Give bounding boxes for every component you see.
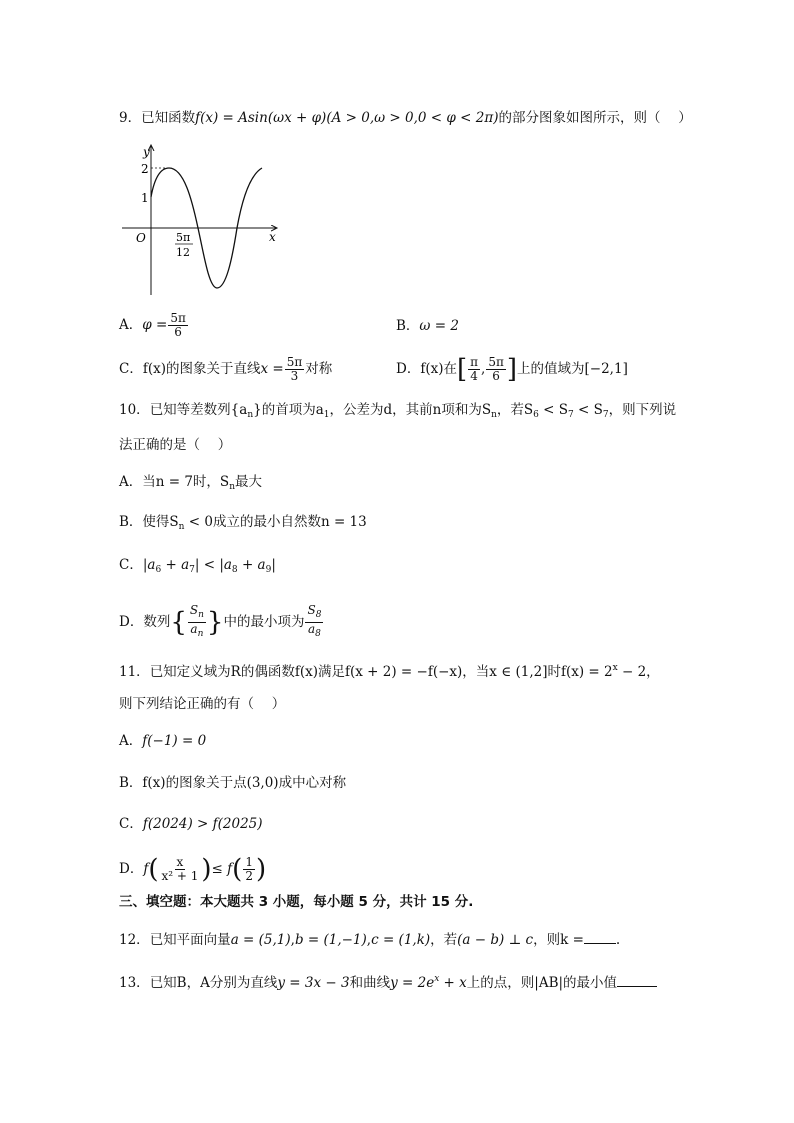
x-axis-label: x (269, 230, 276, 244)
q11-opt-d-mid: ≤ f (211, 861, 233, 877)
q13-stem (119, 969, 657, 993)
q12-cond: (a − b) ⊥ c (457, 932, 534, 948)
q13-line-eq: y = 3x − 3 (277, 975, 350, 991)
q13-text-a: 已知B，A分别为直线 (149, 975, 278, 991)
q9-opt-b-text: ω = 2 (419, 318, 459, 334)
q10-opt-d-frac: $\frac{S_n}{a_n}$ (189, 603, 204, 639)
q13-curve-pre: y = 2e (390, 975, 435, 991)
section3-title: 三、填空题：本大题共 3 小题，每小题 5 分，共计 15 分. (119, 894, 474, 910)
q12-vec-c: c = (1,k) (371, 932, 431, 948)
q10-sub: n (198, 610, 204, 620)
q10-sub: 7 (189, 565, 195, 575)
q9-opt-d-frac2: $\frac{5\pi}{6}$ (488, 355, 504, 383)
q10-sub: n (491, 410, 497, 420)
q9-opt-d-frac1: $\frac{\pi}{4}$ (470, 355, 479, 383)
q11-line1-tail: − 2， (617, 664, 660, 680)
q10-opt-b-sub: n (178, 522, 185, 532)
q10-stem-line2: 法正确的是（ ） (119, 437, 232, 453)
q10-opt-d-pre: 数列 (143, 614, 171, 630)
q10-text-e: < S (538, 402, 569, 418)
q10-sub: 8 (231, 565, 238, 575)
q11-opt-d-label: D． (119, 861, 144, 877)
q10-sub: 6 (155, 565, 162, 575)
q9-opt-c-x: x = (260, 361, 284, 377)
q11-opt-c-text: f(2024) > f(2025) (142, 816, 263, 832)
q10-opt-c-label: C． (119, 557, 143, 573)
q9-stem-formula: f(x) = Asin(ωx + φ)(A > 0,ω > 0,0 < φ < 2π) (195, 110, 499, 126)
x-tick-denominator: 12 (176, 246, 190, 259)
q9-number: 9． (119, 110, 142, 126)
q9-options-ab (119, 312, 189, 339)
q11-opt-c-label: C． (119, 816, 143, 832)
q10-opt-a-text: 当n = 7时，S (142, 474, 230, 490)
q13-answer-blank[interactable] (617, 974, 657, 987)
q13-text-c: 上的点，则|AB|的最小值 (466, 975, 618, 991)
q10-opt-c-a: |a (142, 557, 156, 573)
q9-opt-a-frac: $\frac{5\pi}{6}$ (170, 311, 186, 339)
q10-opt-a-tail: 最大 (234, 474, 262, 490)
q10-opt-c-d: + a (237, 557, 266, 573)
q11-opt-d-pre: f (143, 861, 149, 877)
q10-sub: n (247, 410, 254, 420)
q10-text-c: ，公差为d，其前n项和为S (329, 402, 492, 418)
q9-opt-c (119, 356, 332, 383)
q9-opt-b (396, 316, 459, 336)
q9-opt-c-frac: $\frac{5\pi}{3}$ (286, 355, 303, 383)
q9-opt-d: D．f(x)在[ $\frac{\pi}{4}$ , $\frac{5\pi}{6}$ ]上的值域为[−2,1] (396, 354, 628, 385)
q10-stem-line1 (119, 400, 676, 425)
q11-opt-d-frac2: $\frac{1}{2}$ (245, 855, 253, 883)
q11-opt-c (119, 814, 263, 834)
q9-opt-a-lhs: φ = (142, 317, 168, 333)
q12-vec-b: b = (1,−1) (294, 932, 367, 948)
q10-sub: 7 (568, 410, 574, 420)
q10-sub: 8 (315, 610, 322, 620)
q9-opt-a-label: A． (119, 317, 143, 333)
q12-text-pre: 已知平面向量 (149, 932, 231, 948)
q9-opt-d-pre: f(x)在 (420, 361, 457, 377)
q11-stem-line1 (119, 658, 660, 682)
q11-opt-b (119, 773, 346, 793)
q10-opt-d-label: D． (119, 614, 144, 630)
q13-curve-sup: x (434, 974, 440, 984)
q11-opt-b-label: B． (119, 775, 143, 791)
q11-opt-a-text: f(−1) = 0 (142, 733, 207, 749)
q11-line1: 已知定义域为R的偶函数f(x)满足f(x + 2) = −f(−x)，当x ∈ (1,2]时f(x) = 2 (149, 664, 613, 680)
q10-sub: 6 (533, 410, 539, 420)
q10-opt-b (119, 512, 367, 537)
q12-answer-blank[interactable] (584, 931, 616, 944)
q10-text-a: 已知等差数列{a (149, 402, 248, 418)
q10-opt-c-b: + a (161, 557, 190, 573)
y-tick-2: 2 (141, 162, 149, 176)
q10-sub: 7 (602, 410, 609, 420)
q12-vec-a: a = (5,1) (230, 932, 291, 948)
q10-sub: n (197, 629, 204, 639)
q10-opt-b-pre: 使得S (142, 514, 179, 530)
q13-number: 13． (119, 975, 150, 991)
q9-opt-c-post: 对称 (305, 361, 333, 377)
q10-text-g: ，则下列说 (608, 402, 677, 418)
x-tick-numerator: 5π (176, 231, 191, 244)
q11-stem-line2: 则下列结论正确的有（ ） (119, 696, 286, 712)
q9-opt-c-label: C． (119, 361, 143, 377)
q12-text-mid: ，若 (430, 932, 458, 948)
q11-opt-d-frac1: $\frac{x}{\text{x² + 1}}$ (161, 855, 199, 883)
y-tick-1: 1 (141, 191, 149, 205)
q10-opt-d-post: 中的最小项为 (223, 614, 305, 630)
q9-stem-after: 的部分图象如图所示，则（ ） (498, 110, 692, 126)
q9-opt-d-post: 上的值域为[−2,1] (517, 361, 628, 377)
q10-opt-a-label: A． (119, 474, 143, 490)
q13-text-b: 和曲线 (349, 975, 391, 991)
q9-opt-b-label: B． (396, 318, 420, 334)
y-axis-label: y (143, 145, 150, 159)
q12-stem: 12．已知平面向量a = (5,1),b = (1,−1),c = (1,k)，若(a − b) ⊥ c，则k = . (119, 932, 621, 948)
q10-opt-b-post: < 0成立的最小自然数n = 13 (184, 514, 367, 530)
q12-number: 12． (119, 932, 150, 948)
q10-sub: 9 (265, 565, 272, 575)
q10-text-f: < S (573, 402, 603, 418)
q12-text-post: ，则k = (533, 932, 584, 948)
q13-curve-post: + x (439, 975, 467, 991)
q10-sub: n (229, 482, 235, 492)
q10-opt-a (119, 472, 262, 497)
q10-opt-d-answer-frac: $\frac{S_8}{a_8}$ (307, 603, 322, 639)
q10-text-b: }的首项为a (253, 402, 324, 418)
q9-sine-graph (112, 140, 282, 300)
q10-text-d: ，若S (496, 402, 534, 418)
q11-opt-a (119, 731, 206, 751)
q10-sub: 1 (323, 410, 330, 420)
q11-opt-b-text: f(x)的图象关于点(3,0)成中心对称 (142, 775, 347, 791)
q10-sub: 8 (315, 629, 321, 639)
q11-line1-sup: x (612, 663, 618, 673)
q11-opt-d: D．f( $\frac{x}{\text{x² + 1}}$ )≤ f( $\frac{1}{2}$ ) (119, 854, 267, 885)
q10-number: 10． (119, 402, 150, 418)
q10-opt-c-c: | < |a (194, 557, 232, 573)
q10-opt-b-label: B． (119, 514, 143, 530)
q12-end: . (615, 932, 621, 948)
q11-number: 11． (119, 664, 150, 680)
q9-stem-before: 已知函数 (141, 110, 196, 126)
origin-label: O (136, 231, 146, 245)
q9-opt-d-label: D． (396, 361, 421, 377)
q9-stem (119, 108, 692, 128)
q10-opt-d: D．数列{ $\frac{S_n}{a_n}$ }中的最小项为 $\frac{S_8}{a_8}$ (119, 603, 322, 639)
q11-opt-a-label: A． (119, 733, 143, 749)
q10-opt-c-e: | (271, 557, 276, 573)
q9-opt-c-pre: f(x)的图象关于直线 (142, 361, 261, 377)
q10-opt-c (119, 555, 276, 580)
